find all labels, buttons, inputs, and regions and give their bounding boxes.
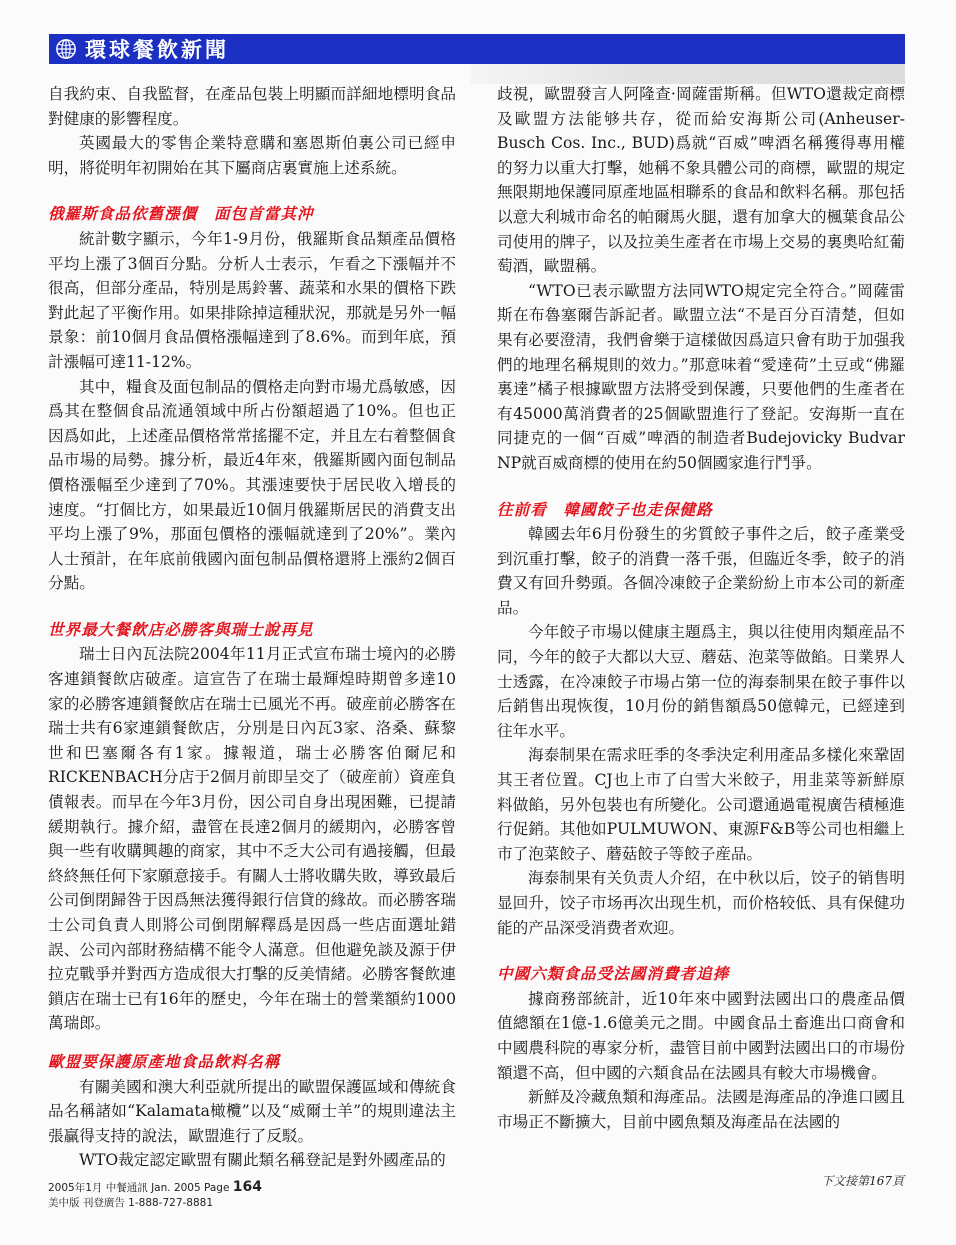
paragraph: 瑞士日內瓦法院2004年11月正式宣布瑞士境內的必勝客連鎖餐飲店破產。這宣告了在瑞士最輝煌時期曾多達10家的必勝客連鎖餐飲店在瑞士已風光不再。破産前必勝客在瑞士共有6家連鎖餐飲店，分別是日內瓦3家、洛桑、蘇黎世和巴塞爾各有1家。據報道，瑞士必勝客伯爾尼和RICKENBACH分店于2個月前即呈交了（破産前）資産負債報表。而早在今年3月份，因公司自身出現困難，已提請緩期執行。據介紹，盡管在長達2個月的緩期內，必勝客曾與一些有收購興趣的商家，其中不乏大公司有過接觸，但最終終無任何下家願意接手。有關人士將收購失敗，導致最后公司倒閉歸咎于因爲無法獲得銀行信貸的緣故。而必勝客瑞士公司負責人則將公司倒閉解釋爲是因爲一些店面選址錯誤、公司內部財務結構不能令人滿意。但他避免談及源于伊拉克戰爭并對西方造成很大打擊的反美情緒。必勝客餐飲連鎖店在瑞士已有16年的歷史，今年在瑞士的營業額約1000萬瑞郎。: [48, 645, 456, 1033]
paragraph: 韓國去年6月份發生的劣質餃子事件之后，餃子產業受到沉重打擊，餃子的消費一落千張，但臨近冬季，餃子的消費又有回升勢頭。各個冷凍餃子企業紛紛上市本公司的新產品。: [497, 525, 905, 617]
paragraph: 今年餃子市場以健康主題爲主，與以往使用肉類産品不同，今年的餃子大都以大豆、蘑菇、泡菜等做餡。日業界人士透露，在冷凍餃子市場占第一位的海泰制果在餃子事件以后銷售出現恢復，10月份的銷售額爲50億韓元，已經達到往年水平。: [497, 623, 905, 740]
article-heading: 世界最大餐飲店必勝客與瑞士說再見: [48, 619, 314, 639]
paragraph: 海泰制果在需求旺季的冬季決定利用產品多樣化來鞏固其王者位置。CJ也上市了白雪大米餃子，用韭菜等新鮮原料做餡，另外包裝也有所變化。公司還通過電視廣告積極進行促銷。其他如PULMUWON、東源F&B等公司也相繼上市了泡菜餃子、蘑菇餃子等餃子産品。: [497, 746, 905, 863]
right-column: [497, 82, 905, 1134]
page-number: 164: [232, 1179, 262, 1195]
paragraph: 有關美國和澳大利亞就所提出的歐盟保護區域和傳統食品名稱諸如“Kalamata橄欖”以及“威爾士羊”的規則違法主張贏得支持的說法，歐盟進行了反駁。: [48, 1077, 456, 1145]
article-heading: 俄羅斯食品依舊漲價 面包首當其沖: [48, 204, 314, 224]
paragraph: 自我約束、自我監督，在產品包裝上明顯而詳細地標明食品對健康的影響程度。: [48, 85, 456, 128]
footer-issue-line: [48, 1180, 262, 1196]
paragraph: 歧視，歐盟發言人阿隆查·岡薩雷斯稱。但WTO還裁定商標及歐盟方法能够共存，從而給安海斯公司(Anheuser-Busch Cos. Inc., BUD)爲就“百威”啤酒名稱獲得專用權的努力以重大打擊，她稱不象具體公司的商標，歐盟的規定無限期地保護同原產地區相聯系的食品和飲料名稱。那包括以意大利城市命名的帕爾馬火腿，還有加拿大的楓葉食品公司使用的牌子，以及拉美生產者在市場上交易的裏奧哈紅葡萄酒，歐盟稱。: [497, 85, 905, 276]
continued-note: 下文接第167頁: [821, 1174, 904, 1188]
paragraph: 英國最大的零售企業特意購和塞恩斯伯裏公司已經申明，將從明年初開始在其下屬商店裏實施上述系統。: [48, 134, 456, 177]
globe-icon: [55, 38, 77, 60]
footer-issue-text: 2005年1月 中餐通訊 Jan. 2005 Page: [48, 1182, 233, 1194]
paragraph: WTO裁定認定歐盟有關此類名稱登記是對外國產品的: [79, 1151, 446, 1170]
section-header: [49, 34, 905, 64]
article-heading: 歐盟要保護原產地食品飲料名稱: [48, 1051, 281, 1071]
section-title: 環球餐飲新聞: [85, 38, 229, 62]
footer-ad-line: 美中版 刊登廣告 1-888-727-8881: [48, 1197, 214, 1209]
paragraph: 海泰制果有关负责人介绍，在中秋以后，饺子的销售明显回升，饺子市场再次出现生机，而价格较低、具有保健功能的产品深受消费者欢迎。: [497, 869, 905, 937]
article-heading: 中國六類食品受法國消費者追捧: [497, 964, 730, 984]
paragraph: “WTO已表示歐盟方法同WTO規定完全符合。”岡薩雷斯在布魯塞爾告訴記者。歐盟立法“不是百分百清楚，但如果有必要澄清，我們會樂于這樣做因爲這只會有助于加强我們的地理名稱規則的效力。”那意味着“愛達荷”土豆或“佛羅裏達”橘子根據歐盟方法將受到保護，只要他們的生產者在有45000萬消費者的25個歐盟進行了登記。安海斯一直在同捷克的一個“百威”啤酒的制造者Budejovicky Budvar NP就百威商標的使用在約50個國家進行鬥爭。: [497, 281, 905, 472]
paragraph: 據商務部統計，近10年來中國對法國出口的農產品價值總額在1億-1.6億美元之間。中國食品土畜進出口商會和中國農科院的專家分析，盡管目前中國對法國出口的市場份額還不高，但中國的六類食品在法國具有較大市場機會。: [497, 989, 905, 1082]
left-column: [48, 82, 456, 1173]
paragraph: 新鮮及冷藏魚類和海產品。法國是海產品的净進口國且市場正不斷擴大，目前中國魚類及海產品在法國的: [497, 1088, 905, 1131]
paragraph: 其中，糧食及面包制品的價格走向對市場尤爲敏感，因爲其在整個食品流通領域中所占份額超過了10%。但也正因爲如此，上述產品價格常常搖擺不定，并且左右着整個食品市場的局勢。據分析，最近4年來，俄羅斯國內面包制品價格漲幅至少達到了70%。其漲速要快于居民收入增長的速度。“打個比方，如果最近10個月俄羅斯居民的消費支出平均上漲了9%，那面包價格的漲幅就達到了20%”。業內人士預計，在年底前俄國內面包制品價格還將上漲約2個百分點。: [48, 377, 456, 593]
faded-banner-decoration: [470, 64, 905, 84]
article-heading: 往前看 韓國餃子也走保健路: [497, 499, 713, 519]
paragraph: 統計數字顯示，今年1-9月份，俄羅斯食品類產品價格平均上漲了3個百分點。分析人士表示，乍看之下漲幅并不很高，但部分產品，特別是馬鈴薯、蔬菜和水果的價格下跌對此起了平衡作用。如果排除掉這種狀況，那就是另外一幅景象：前10個月食品價格漲幅達到了8.6%。而到年底，預計漲幅可達11-12%。: [48, 229, 456, 371]
page-footer: [48, 1180, 262, 1211]
